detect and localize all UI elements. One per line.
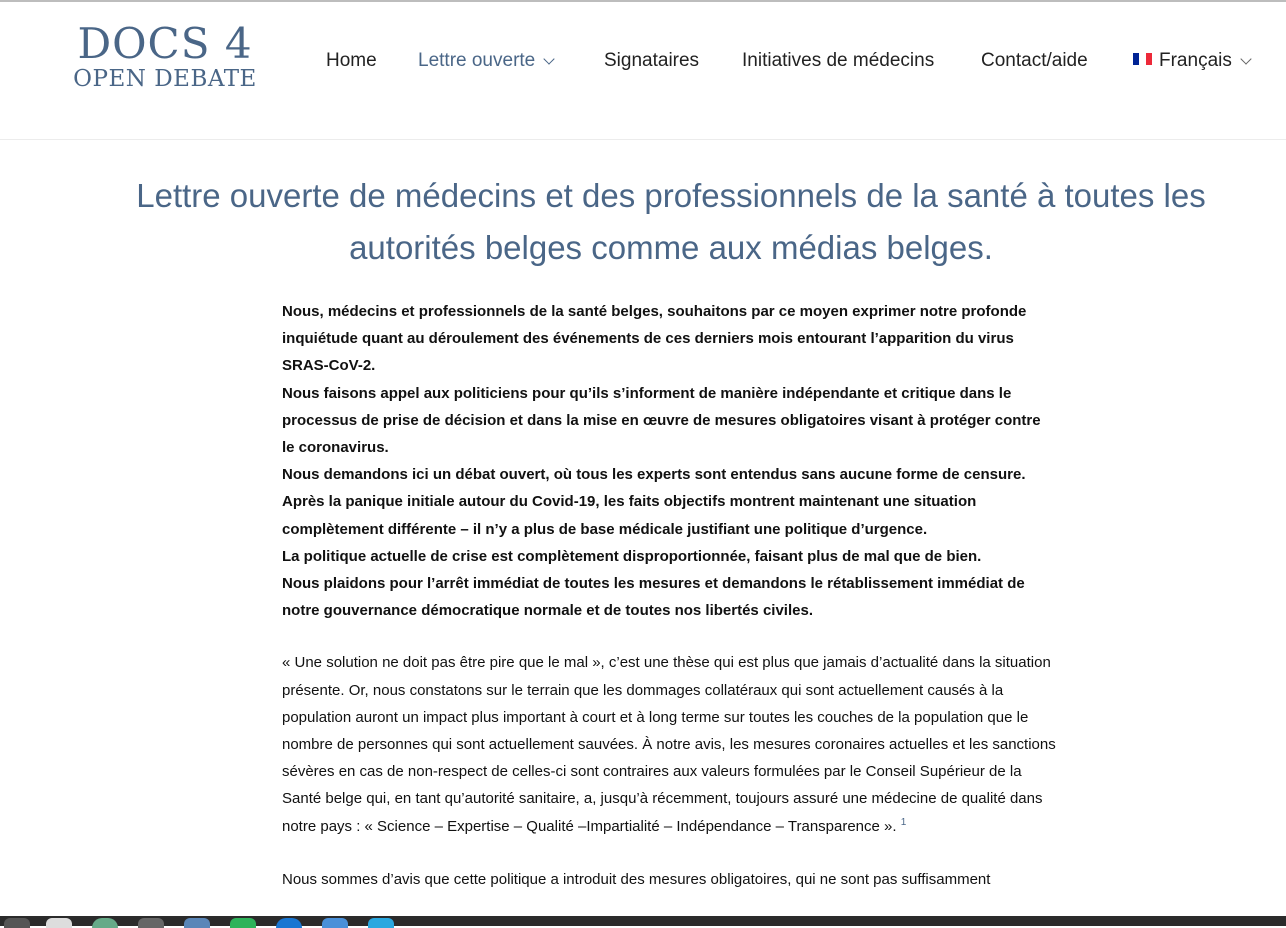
nav-contact-label: Contact/aide [981,50,1088,71]
site-header [0,2,1286,140]
logo-line-1: DOCS 4 [77,19,253,68]
nav-language-selector[interactable] [1133,46,1250,76]
paragraph-3: Nous sommes d’avis que cette politique a introduit des mesures obligatoires, qui ne sont pas suffisamment [282,870,991,888]
paragraph-2-text: « Une solution ne doit pas être pire que le mal », c’est une thèse qui est plus que jamais d’actualité dans la situation présente. Or, nous constatons sur le terrain que les dommages collatéraux qui sont actuellement causés à la population auront un impact plus important à court et à long terme sur toutes les couches de la population que le nombre de personnes qui sont actuellement sauvées. À notre avis, les mesures coronaires actuelles et les sanctions sévères en cas de non-respect de celles-ci sont contraires aux valeurs formulées par le Conseil Supérieur de la Santé belge qui, en tant qu’autorité sanitaire, a, jusqu’à récemment, toujours assuré une médecine de qualité dans notre pays : « Science – Expertise – Qualité –Impartialité – Indépendance – Transparence ». [282,654,1056,835]
chevron-down-icon [1240,53,1251,64]
intro-line: Nous faisons appel aux politiciens pour qu’ils s’informent de manière indépendante et critique dans le processus de prise de décision et dans la mise en œuvre de mesures obligatoires visant à protéger contre le coronavirus. [282,384,1041,457]
main-navigation [0,46,1286,76]
nav-signataires[interactable] [604,46,699,76]
paragraph-2 [282,649,1057,839]
intro-line: La politique actuelle de crise est complètement disproportionnée, faisant plus de mal que de bien. [282,547,982,565]
nav-home-label: Home [326,50,377,71]
nav-signataires-label: Signataires [604,50,700,71]
logo-line-2: OPEN DEBATE [73,66,257,92]
intro-line: Nous demandons ici un débat ouvert, où tous les experts sont entendus sans aucune forme de censure. [282,466,1026,484]
taskbar-app-icon[interactable] [230,918,256,928]
chevron-down-icon [544,53,555,64]
main-content [0,140,1286,926]
taskbar-app-icon[interactable] [46,918,72,928]
nav-home[interactable] [326,46,377,76]
footnote-link[interactable]: 1 [900,816,907,828]
nav-lettre-ouverte[interactable] [418,46,553,76]
taskbar-app-icon[interactable] [92,918,118,928]
taskbar-app-icon[interactable] [138,918,164,928]
intro-line: Après la panique initiale autour du Covid-19, les faits objectifs montrent maintenant une situation complètement différente – il n’y a plus de base médicale justifiant une politique d’urgence. [282,493,977,538]
taskbar-app-icon[interactable] [322,918,348,928]
taskbar-app-icon[interactable] [184,918,210,928]
french-flag-icon [1133,53,1152,65]
taskbar-app-icon[interactable] [4,918,30,928]
article-body [282,298,1057,919]
nav-language-label: Français [1159,50,1232,71]
nav-initiatives-label: Initiatives de médecins [742,50,935,71]
page-title: Lettre ouverte de médecins et des professionnels de la santé à toutes les autorités belges comme aux médias belges. [136,177,1206,266]
nav-contact[interactable] [981,46,1088,76]
intro-paragraph [282,298,1057,624]
taskbar-app-icon[interactable] [368,918,394,928]
taskbar-app-icon[interactable] [276,918,302,928]
taskbar [0,916,1286,926]
intro-line: Nous, médecins et professionnels de la santé belges, souhaitons par ce moyen exprimer notre profonde inquiétude quant au déroulement des événements de ces derniers mois entourant l’apparition du virus SRAS-CoV-2. [282,303,1027,375]
nav-initiatives[interactable] [742,46,934,76]
intro-line: Nous plaidons pour l’arrêt immédiat de toutes les mesures et demandons le rétablissement immédiat de notre gouvernance démocratique normale et de toutes nos libertés civiles. [282,575,1025,620]
nav-lettre-label: Lettre ouverte [418,50,536,71]
